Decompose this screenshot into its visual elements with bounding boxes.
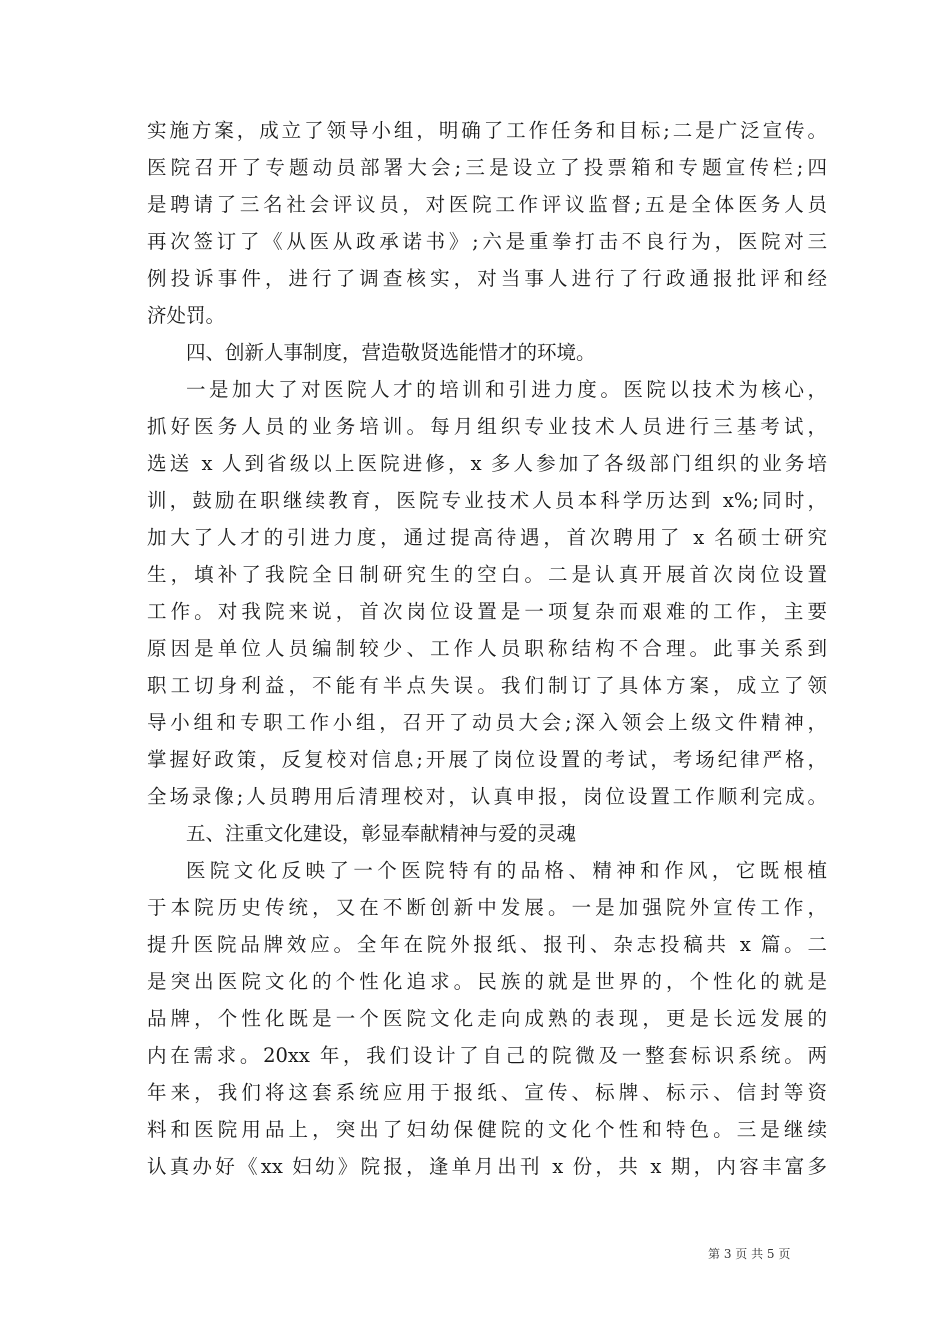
text-line: 实施方案，成立了领导小组，明确了工作任务和目标;二是广泛宣传。 [147, 119, 827, 142]
text-line: 掌握好政策，反复校对信息;开展了岗位设置的考试，考场纪律严格， [147, 748, 827, 771]
body-text [147, 112, 827, 1185]
text-line: 认真办好《xx 妇幼》院报，逢单月出刊 x 份，共 x 期，内容丰富多 [147, 1155, 827, 1178]
text-line: 原因是单位人员编制较少、工作人员职称结构不合理。此事关系到 [147, 637, 827, 660]
text-line: 抓好医务人员的业务培训。每月组织专业技术人员进行三基考试， [147, 415, 827, 438]
text-line: 于本院历史传统，又在不断创新中发展。一是加强院外宣传工作， [147, 896, 827, 919]
text-line: 加大了人才的引进力度，通过提高待遇，首次聘用了 x 名硕士研究 [147, 526, 827, 549]
text-line: 医院召开了专题动员部署大会;三是设立了投票箱和专题宣传栏;四 [147, 156, 827, 179]
text-line: 导小组和专职工作小组，召开了动员大会;深入领会上级文件精神， [147, 711, 827, 734]
text-line: 五、注重文化建设，彰显奉献精神与爱的灵魂 [186, 822, 577, 845]
text-line: 是突出医院文化的个性化追求。民族的就是世界的，个性化的就是 [147, 970, 827, 993]
text-line: 选送 x 人到省级以上医院进修，x 多人参加了各级部门组织的业务培 [147, 452, 827, 475]
text-line: 是聘请了三名社会评议员，对医院工作评议监督;五是全体医务人员 [147, 193, 827, 216]
text-line: 例投诉事件，进行了调查核实，对当事人进行了行政通报批评和经 [147, 267, 827, 290]
text-line: 年来，我们将这套系统应用于报纸、宣传、标牌、标示、信封等资 [147, 1081, 827, 1104]
text-line: 生，填补了我院全日制研究生的空白。二是认真开展首次岗位设置 [147, 563, 827, 586]
page-number: 第 3 页 共 5 页 [708, 1247, 791, 1261]
text-line: 料和医院用品上，突出了妇幼保健院的文化个性和特色。三是继续 [147, 1118, 827, 1141]
text-line: 四、创新人事制度，营造敬贤选能惜才的环境。 [186, 341, 596, 364]
text-line: 济处罚。 [147, 304, 226, 327]
text-line: 全场录像;人员聘用后清理校对，认真申报，岗位设置工作顺利完成。 [147, 785, 827, 808]
text-line: 训，鼓励在职继续教育，医院专业技术人员本科学历达到 x%;同时， [147, 489, 827, 512]
text-line: 再次签订了《从医从政承诺书》;六是重拳打击不良行为，医院对三 [147, 230, 827, 253]
text-line: 工作。对我院来说，首次岗位设置是一项复杂而艰难的工作，主要 [147, 600, 827, 623]
text-line: 一是加大了对医院人才的培训和引进力度。医院以技术为核心， [186, 378, 827, 401]
text-line: 内在需求。20xx 年，我们设计了自己的院微及一整套标识系统。两 [147, 1044, 827, 1067]
text-line: 医院文化反映了一个医院特有的品格、精神和作风，它既根植 [186, 859, 827, 882]
text-line: 提升医院品牌效应。全年在院外报纸、报刊、杂志投稿共 x 篇。二 [147, 933, 827, 956]
text-line: 职工切身利益，不能有半点失误。我们制订了具体方案，成立了领 [147, 674, 827, 697]
text-line: 品牌，个性化既是一个医院文化走向成熟的表现，更是长远发展的 [147, 1007, 827, 1030]
